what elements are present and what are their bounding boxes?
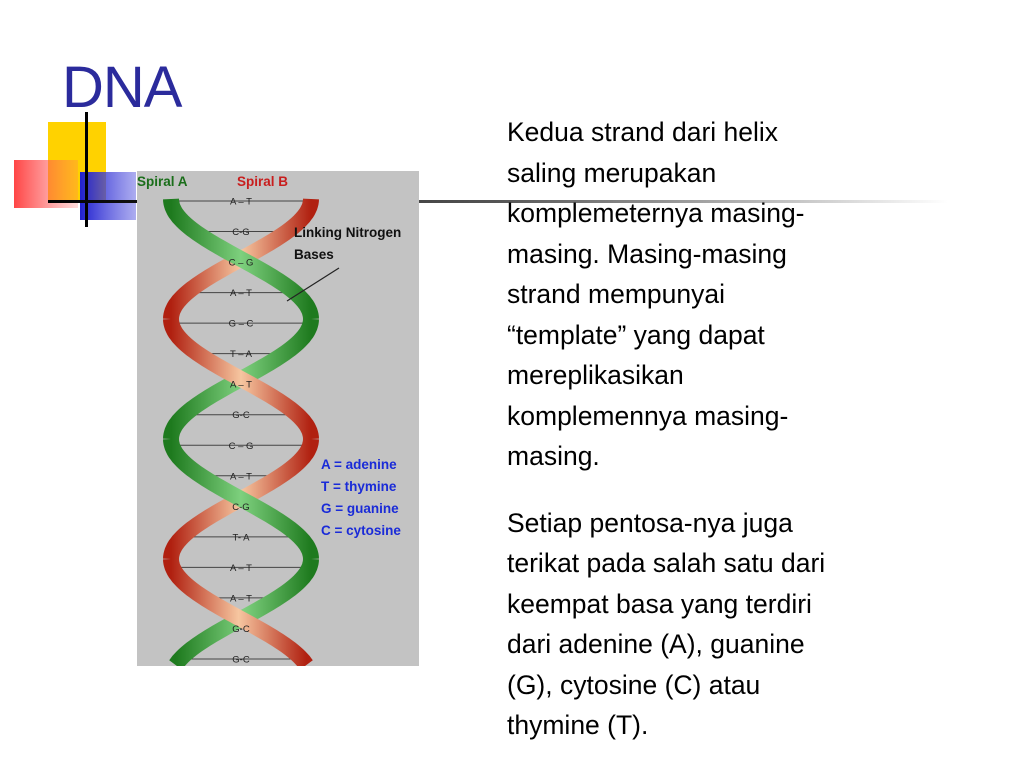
dna-helix-svg <box>137 171 419 666</box>
text-line: komplemennya masing- <box>507 400 789 431</box>
text-line: thymine (T). <box>507 710 649 740</box>
base-pair-label: G – C <box>228 318 254 330</box>
legend-guanine: G = guanine <box>321 501 399 516</box>
linking-label-line1: Linking Nitrogen <box>294 225 402 240</box>
text-line: “template” yang dapat <box>507 319 765 350</box>
base-pair-label: A – T <box>229 288 253 300</box>
base-pair-label: A – T <box>229 471 253 483</box>
text-line: keempat basa yang terdiri <box>507 588 812 619</box>
text-line: mereplikasikan <box>507 360 684 390</box>
legend-cytosine: C = cytosine <box>321 523 401 538</box>
text-line: masing. Masing-masing <box>507 238 787 269</box>
base-pair-label: G-C <box>232 654 250 666</box>
base-pair-label: G-C <box>232 410 250 422</box>
vertical-rule <box>85 112 88 227</box>
text-line: komplemeternya masing- <box>507 198 805 228</box>
text-line: Kedua strand dari helix <box>507 117 779 147</box>
base-pair-label: A – T <box>229 196 253 208</box>
paragraph-1 <box>507 112 927 477</box>
base-pair-label: C-G <box>232 501 250 513</box>
text-line: Setiap pentosa-nya juga <box>507 507 793 538</box>
base-pair-label: T- A <box>232 532 250 544</box>
paragraph-2 <box>507 503 927 746</box>
text-line: terikat pada salah satu dari <box>507 548 826 578</box>
text-line: saling merupakan <box>507 157 717 188</box>
base-pair-label: C – G <box>228 257 254 269</box>
base-pair-label: C – G <box>228 440 254 452</box>
legend-thymine: T = thymine <box>321 479 397 494</box>
base-pair-label: A – T <box>229 562 253 574</box>
slide-body <box>507 112 927 772</box>
spiral-b-label: Spiral B <box>237 174 289 189</box>
spiral-a-label: Spiral A <box>137 174 188 189</box>
linking-label-line2: Bases <box>294 247 334 262</box>
text-line: masing. <box>507 441 600 471</box>
slide-title: DNA <box>62 55 182 120</box>
base-pair-label: C-G <box>232 227 250 239</box>
base-pair-label: A – T <box>229 379 253 391</box>
text-line: strand mempunyai <box>507 279 725 309</box>
legend-adenine: A = adenine <box>321 457 397 472</box>
text-line: dari adenine (A), guanine <box>507 629 805 659</box>
dna-helix-figure <box>137 171 419 666</box>
base-pair-label: A – T <box>229 593 253 605</box>
text-line: (G), cytosine (C) atau <box>507 669 761 700</box>
blue-square <box>80 172 136 220</box>
base-pair-label: G-C <box>232 623 250 635</box>
base-pair-label: T – A <box>229 349 253 361</box>
